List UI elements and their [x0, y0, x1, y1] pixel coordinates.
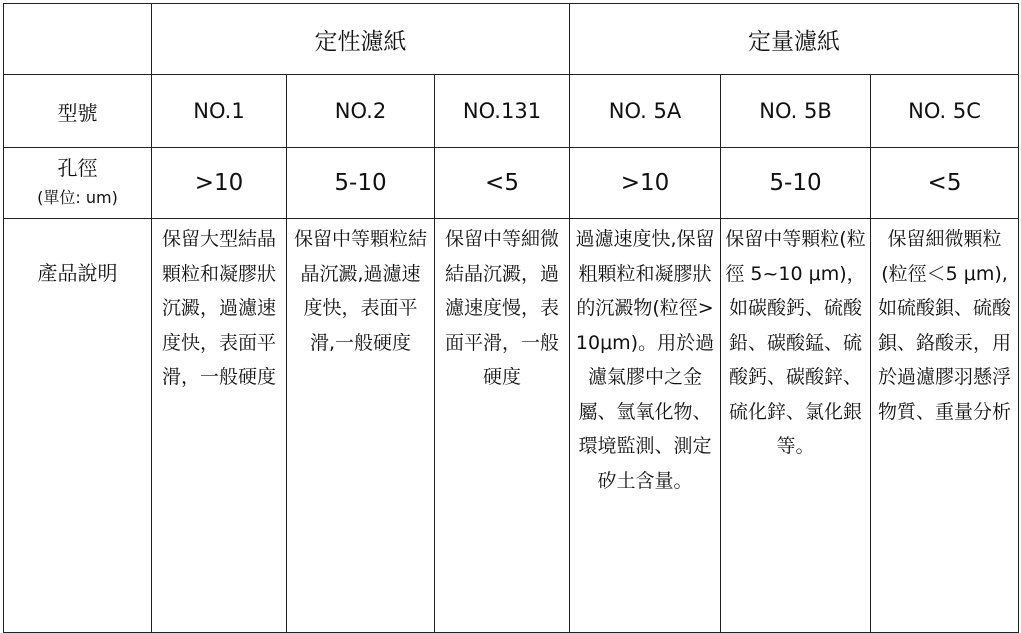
model-cell: NO. 5B [721, 75, 871, 148]
pore-cell: 5-10 [287, 148, 435, 219]
filter-paper-spec-table [3, 3, 1019, 633]
pore-cell: <5 [871, 148, 1019, 219]
description-text: 保留細微顆粒(粒徑＜5 μm),如硫酸鋇、硫酸鋇、鉻酸汞，用於過濾膠羽懸浮物質、重量分析 [877, 228, 1011, 423]
description-cell [287, 219, 435, 633]
pore-unit: (單位: um) [37, 188, 118, 207]
description-text: 保留中等細微結晶沉澱，過濾速度慢，表面平滑，一般硬度 [444, 228, 559, 388]
group-quantitative-header: 定量濾紙 [570, 4, 1019, 75]
description-text: 過濾速度快,保留粗顆粒和凝膠狀的沉澱物(粒徑>10μm)。用於過濾氣膠中之金屬、氫氧化物、環境監測、測定矽土含量。 [575, 228, 715, 492]
description-cell [435, 219, 570, 633]
pore-cell: >10 [152, 148, 287, 219]
description-row [4, 219, 1019, 633]
corner-cell [4, 4, 152, 75]
description-text: 保留中等顆粒(粒徑 5~10 μm)，如碳酸鈣、硫酸鉛、碳酸錳、硫酸鈣、碳酸鋅、硫化鋅、氯化銀等。 [725, 228, 866, 457]
pore-label-cell [4, 148, 152, 219]
description-cell [721, 219, 871, 633]
description-text: 保留中等顆粒結晶沉澱,過濾速度快，表面平滑,一般硬度 [293, 228, 427, 354]
pore-cell: <5 [435, 148, 570, 219]
model-label: 型號 [4, 75, 152, 148]
model-cell: NO. 5C [871, 75, 1019, 148]
pore-cell: 5-10 [721, 148, 871, 219]
pore-size-row [4, 148, 1019, 219]
group-qualitative-header: 定性濾紙 [152, 4, 570, 75]
description-text: 保留大型結晶顆粒和凝膠狀沉澱，過濾速度快，表面平滑，一般硬度 [161, 228, 276, 388]
description-cell [570, 219, 721, 633]
description-cell [152, 219, 287, 633]
group-header-row [4, 4, 1019, 75]
description-cell [871, 219, 1019, 633]
description-label: 產品說明 [4, 219, 152, 633]
model-cell: NO.2 [287, 75, 435, 148]
model-row [4, 75, 1019, 148]
model-cell: NO.1 [152, 75, 287, 148]
pore-cell: >10 [570, 148, 721, 219]
model-cell: NO. 5A [570, 75, 721, 148]
pore-label: 孔徑 [57, 156, 98, 180]
model-cell: NO.131 [435, 75, 570, 148]
